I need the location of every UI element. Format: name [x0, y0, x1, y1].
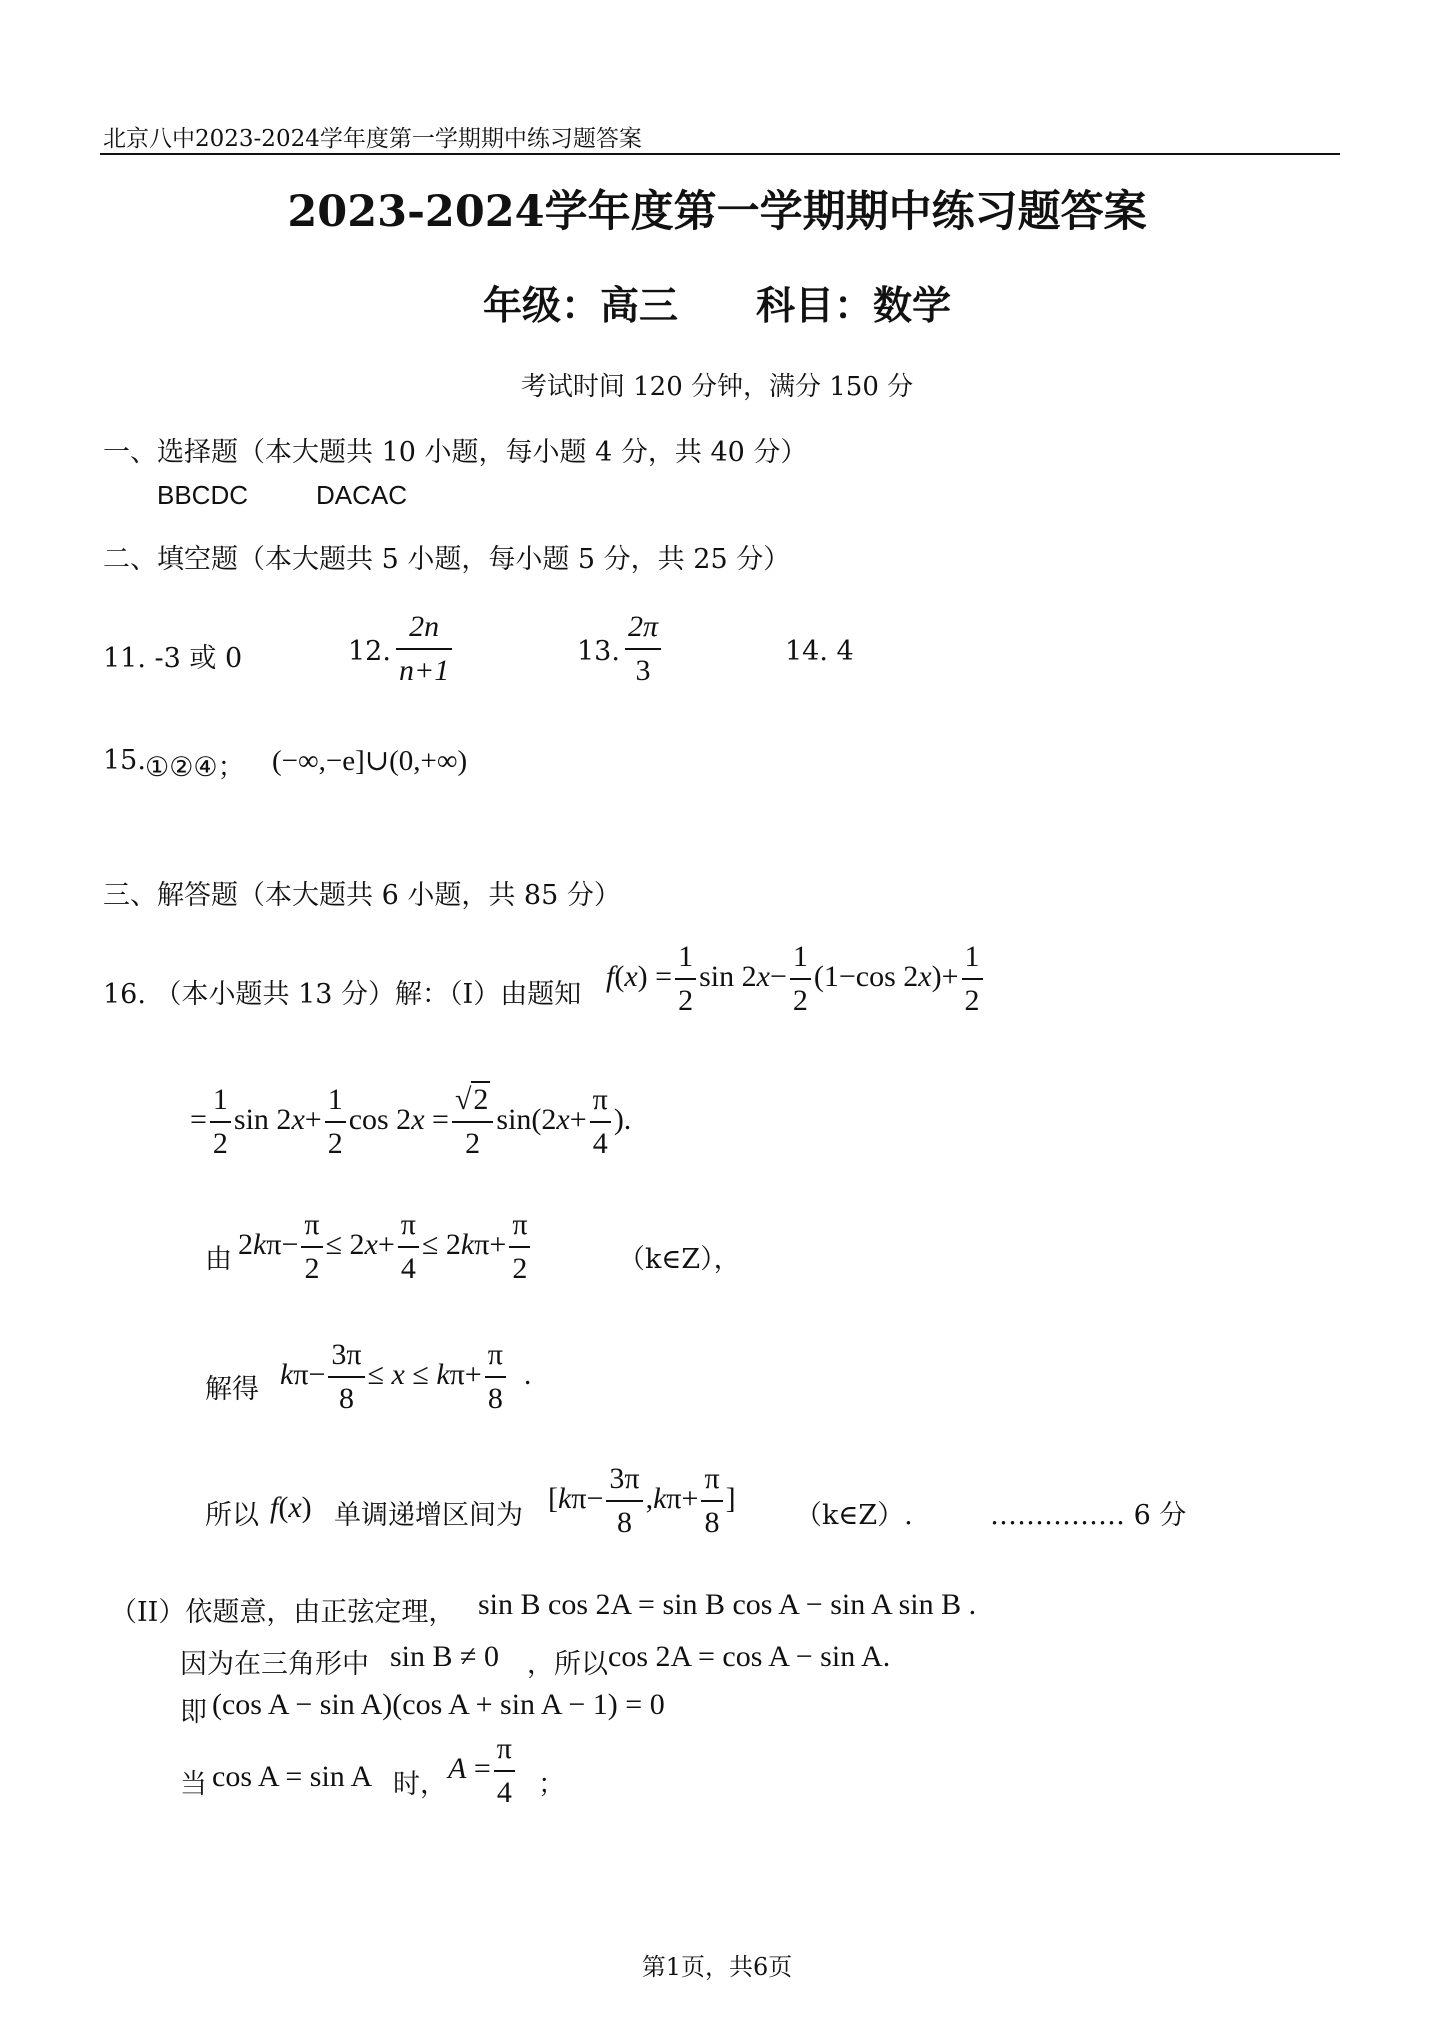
q16-inequality: 2kπ− $\frac{\pi}{2}$ ≤ 2x+ $\frac{\pi}{4}$ ≤ 2kπ+ $\frac{\pi}{2}$ [238, 1208, 533, 1286]
page-footer: 第1页，共6页 [641, 1953, 793, 1981]
answer-13-numerator: 2π [625, 610, 661, 650]
q16-f-expression: f(x) = $\frac{1}{2}$ sin 2x− $\frac{1}{2}$ (1−cos 2x)+ $\frac{1}{2}$ [606, 940, 986, 1018]
section2-heading: 二、填空题（本大题共 5 小题，每小题 5 分，共 25 分） [103, 544, 791, 575]
q16-part2-factored: (cos A − sin A)(cos A + sin A − 1) = 0 [212, 1688, 665, 1721]
q16-part2-cos2a: cos 2A = cos A − sin A. [608, 1640, 891, 1673]
q16-fx: f(x) [270, 1491, 312, 1524]
q16-score: …………… 6 分 [990, 1500, 1187, 1531]
q16-part2-a-value: A = $\frac{\pi}{4}$ [448, 1732, 518, 1810]
answer-12-numerator: 2n [396, 610, 452, 650]
q16-intro: 16. （本小题共 13 分）解：（I）由题知 [103, 979, 582, 1010]
q16-line-you: 由 [205, 1244, 232, 1275]
q16-part2-cosa-eq: cos A = sin A [212, 1760, 373, 1793]
answer-12-denominator: n+1 [399, 654, 450, 687]
choice-answers-a: BBCDC [157, 480, 249, 510]
section1-heading: 一、选择题（本大题共 10 小题，每小题 4 分，共 40 分） [103, 437, 808, 468]
q16-interval-k: （k∈Z）. [795, 1500, 913, 1531]
header-rule [100, 153, 1340, 155]
answer-14: 14. 4 [785, 636, 854, 667]
answer-12-fraction [393, 610, 455, 688]
document-title: 2023-2024学年度第一学期期中练习题答案 [287, 187, 1147, 237]
exam-info: 考试时间 120 分钟，满分 150 分 [520, 372, 914, 402]
answer-12-label: 12. [348, 636, 391, 667]
answer-11: 11. -3 或 0 [103, 643, 243, 674]
q16-interval: [kπ− $\frac{3\pi}{8}$ ,kπ+ $\frac{\pi}{8}$ ] [548, 1462, 736, 1539]
q16-therefore-label: 所以 [205, 1500, 259, 1531]
q16-part2-label: （II）依题意，由正弦定理， [110, 1597, 456, 1628]
grade-subject: 年级：高三 科目：数学 [482, 283, 951, 329]
q16-part2-semicolon: ； [538, 1769, 565, 1800]
answer-13-fraction [622, 610, 664, 688]
choice-answers-b: DACAC [316, 480, 408, 510]
section3-heading: 三、解答题（本大题共 6 小题，共 85 分） [103, 880, 621, 911]
q16-k-condition: （k∈Z）， [618, 1244, 741, 1275]
q16-interval-label: 单调递增区间为 [334, 1500, 523, 1531]
q16-part2-because: 因为在三角形中 [180, 1649, 369, 1680]
q16-solution: kπ− $\frac{3\pi}{8}$ ≤ x ≤ kπ+ $\frac{\pi}{8}$ . [280, 1338, 532, 1415]
q16-part2-when: 当 [180, 1769, 207, 1800]
q16-solve-label: 解得 [205, 1374, 259, 1405]
q16-part2-time: 时， [393, 1769, 447, 1800]
answer-15-label: 15. [103, 745, 146, 776]
q16-simplified: = $\frac{1}{2}$ sin 2x+ $\frac{1}{2}$ cos 2x = $\frac{√2}{2}$ sin(2x+ $\frac{\pi}{4}$ ). [190, 1083, 632, 1160]
q16-part2-so: ，所以 [527, 1649, 608, 1680]
q16-part2-sinb: sin B ≠ 0 [390, 1640, 499, 1673]
answer-13-label: 13. [577, 636, 620, 667]
q16-part2-equation: sin B cos 2A = sin B cos A − sin A sin B . [478, 1588, 977, 1621]
q16-part2-namely: 即 [180, 1697, 207, 1728]
answer-15-interval: (−∞,−e]∪(0,+∞) [272, 745, 468, 777]
page-header: 北京八中2023-2024学年度第一学期期中练习题答案 [103, 126, 642, 152]
answer-13-denominator: 3 [635, 654, 651, 687]
answer-15-options: ①②④； [145, 752, 245, 783]
